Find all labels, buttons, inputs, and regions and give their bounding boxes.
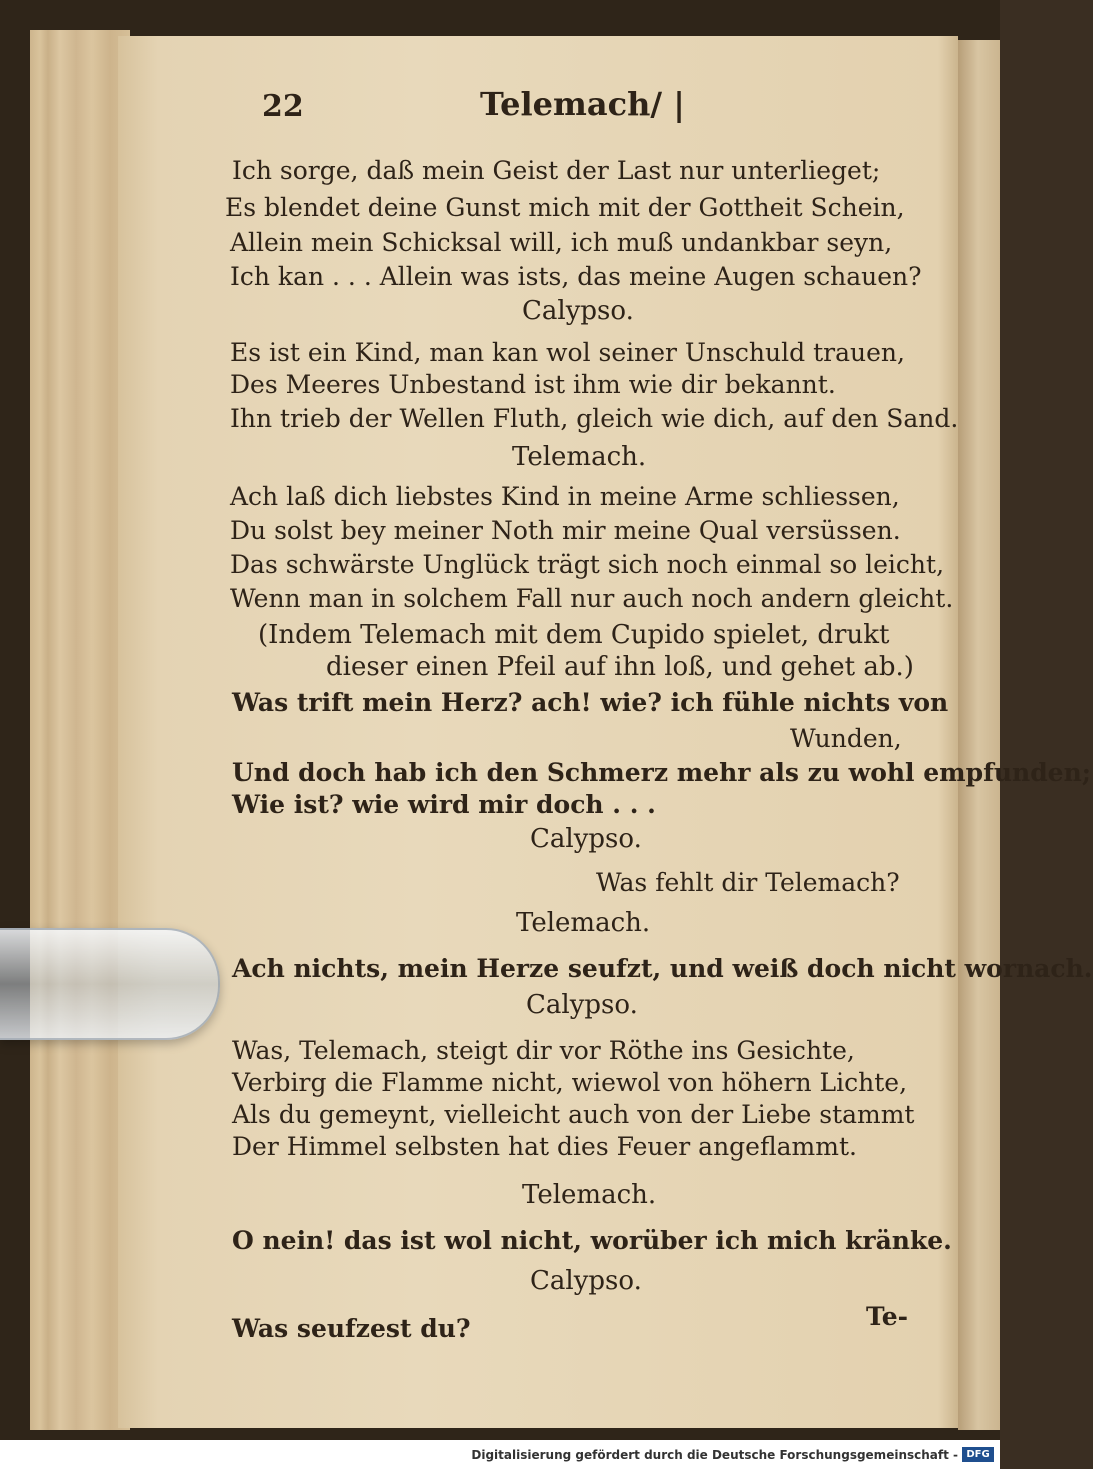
verse-line: Was, Telemach, steigt dir vor Röthe ins Gesichte, [232,1036,855,1065]
verse-line: Wie ist? wie wird mir doch . . . [232,790,656,819]
speaker-name: Calypso. [530,1266,642,1296]
verse-line: Verbirg die Flamme nicht, wiewol von höhern Lichte, [232,1068,908,1097]
page-weight-ruler [0,928,220,1040]
verse-line: Wunden, [790,724,902,753]
verse-line: Ach nichts, mein Herze seufzt, und weiß doch nicht wornach. [232,954,1093,983]
speaker-name: Telemach. [512,442,647,472]
verse-line: Was trift mein Herz? ach! wie? ich fühle nichts von [232,688,949,717]
page-number: 22 [262,89,304,124]
verse-line: Es blendet deine Gunst mich mit der Gottheit Schein, [225,193,905,222]
dfg-logo-icon: DFG [962,1447,994,1462]
verse-line: Wenn man in solchem Fall nur auch noch andern gleicht. [230,584,954,613]
verse-line: Was seufzest du? [232,1314,471,1343]
verse-line: Als du gemeynt, vielleicht auch von der Liebe stammt [232,1100,915,1129]
footer-bar [0,1440,1000,1469]
verse-line: Ich sorge, daß mein Geist der Last nur unterlieget; [232,156,881,185]
speaker-name: Telemach. [516,908,651,938]
running-head: Telemach/ | [480,85,685,123]
verse-line: Des Meeres Unbestand ist ihm wie dir bekannt. [230,370,836,399]
verse-line: Es ist ein Kind, man kan wol seiner Unschuld trauen, [230,338,905,367]
verse-line: Der Himmel selbsten hat dies Feuer angeflammt. [232,1132,857,1161]
verse-line: Allein mein Schicksal will, ich muß undankbar seyn, [230,228,893,257]
catchword: Te- [866,1302,909,1331]
verse-line: Das schwärste Unglück trägt sich noch einmal so leicht, [230,550,945,579]
verse-line: O nein! das ist wol nicht, worüber ich mich kränke. [232,1226,952,1255]
stage-direction: (Indem Telemach mit dem Cupido spielet, drukt [258,620,890,650]
verse-line: Ihn trieb der Wellen Fluth, gleich wie dich, auf den Sand. [230,404,959,433]
page-stack-edges [30,30,130,1430]
speaker-name: Calypso. [526,990,638,1020]
verse-line: Und doch hab ich den Schmerz mehr als zu wohl empfunden; [232,758,1091,787]
verse-line: Du solst bey meiner Noth mir meine Qual versüssen. [230,516,901,545]
stage-direction: dieser einen Pfeil auf ihn loß, und gehet ab.) [326,652,914,682]
speaker-name: Telemach. [522,1180,657,1210]
speaker-name: Calypso. [522,296,634,326]
facing-page-edge [958,40,1000,1430]
verse-line: Ach laß dich liebstes Kind in meine Arme schliessen, [230,482,900,511]
verse-line: Ich kan . . . Allein was ists, das meine Augen schauen? [230,262,922,291]
verse-line: Was fehlt dir Telemach? [596,868,900,897]
footer-credit: Digitalisierung gefördert durch die Deutsche Forschungsgemeinschaft - [471,1448,958,1462]
speaker-name: Calypso. [530,824,642,854]
